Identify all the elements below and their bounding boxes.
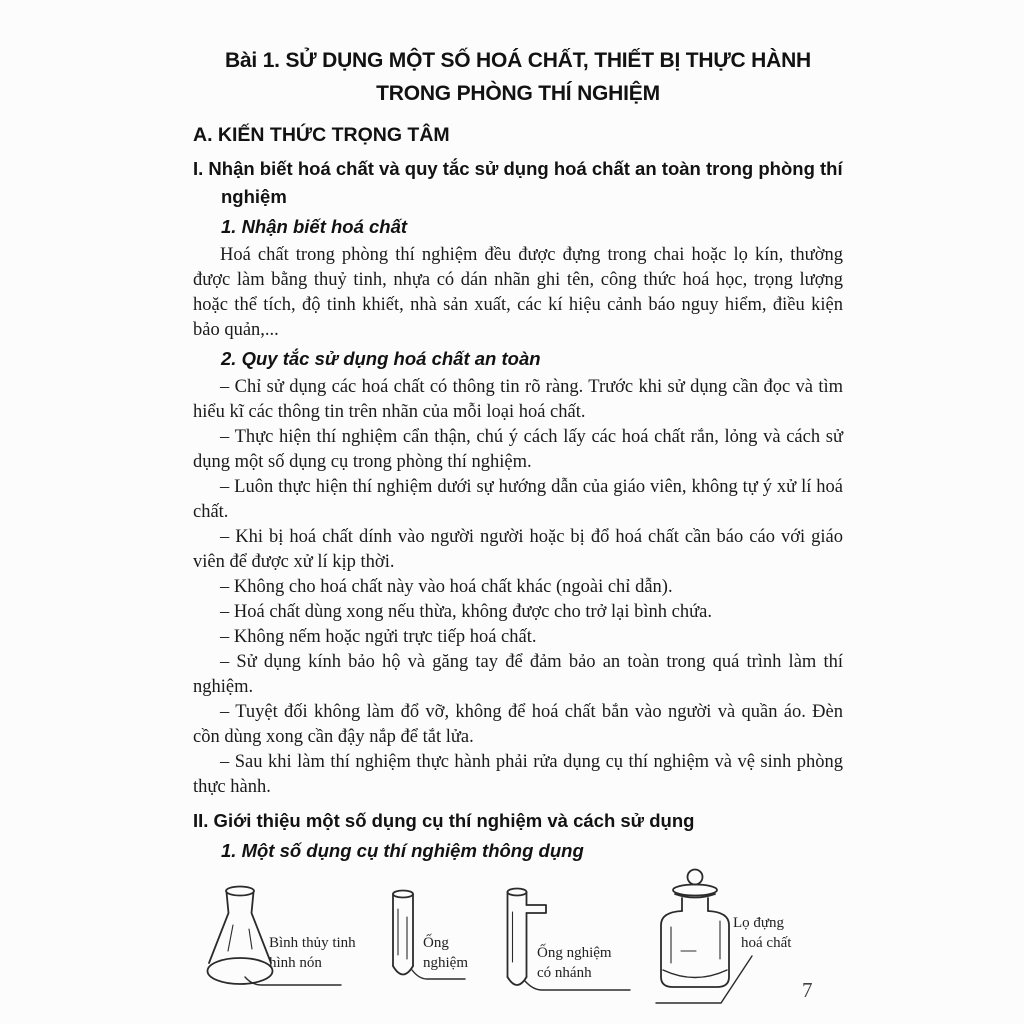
lesson-title xyxy=(193,44,843,110)
rule-item: – Tuyệt đối không làm đổ vỡ, không để hoá chất bắn vào người và quần áo. Đèn cồn dùng xong cần đậy nắp để tắt lửa. xyxy=(193,702,843,747)
branched-tube-label-line1: Ống nghiệm xyxy=(537,945,612,961)
paragraph-hoa-chat: Hoá chất trong phòng thí nghiệm đều được đựng trong chai hoặc lọ kín, thường được làm bằng thuỷ tinh, nhựa có dán nhãn ghi tên, công thức hoá học, trọng lượng hoặc thể tích, độ tinh khiết, nhà sản xuất, các kí hiệu cảnh báo nguy hiểm, điều kiện bảo quản,... xyxy=(193,245,843,340)
page-number: 7 xyxy=(802,978,813,1002)
rule-item: – Chỉ sử dụng các hoá chất có thông tin rõ ràng. Trước khi sử dụng cần đọc và tìm hiểu kĩ các thông tin trên nhãn của mỗi loại hoá chất. xyxy=(193,377,843,422)
rule-item: – Khi bị hoá chất dính vào người người hoặc bị đổ hoá chất cần báo cáo với giáo viên để được xử lí kịp thời. xyxy=(193,527,843,572)
heading-section-i: I. Nhận biết hoá chất và quy tắc sử dụng hoá chất an toàn trong phòng thí nghiệm xyxy=(193,158,843,207)
lesson-title-line2: TRONG PHÒNG THÍ NGHIỆM xyxy=(376,82,660,105)
subheading-2-quy-tac: 2. Quy tắc sử dụng hoá chất an toàn xyxy=(221,348,541,369)
subheading-1-dung-cu: 1. Một số dụng cụ thí nghiệm thông dụng xyxy=(221,840,584,861)
flask-label-line1: Bình thủy tinh xyxy=(269,935,356,951)
bottle-label xyxy=(733,913,791,953)
branched-tube-label xyxy=(537,943,612,983)
subheading-1-nhan-biet: 1. Nhận biết hoá chất xyxy=(221,216,408,237)
bottle-label-line1: Lọ đựng xyxy=(733,915,785,931)
test-tube-label xyxy=(423,933,468,973)
lab-equipment-figure xyxy=(193,867,843,1024)
rule-item: – Không cho hoá chất này vào hoá chất khác (ngoài chỉ dẫn). xyxy=(220,577,673,597)
test-tube-label-line1: Ống xyxy=(423,935,449,951)
test-tube-label-line2: nghiệm xyxy=(423,955,468,971)
heading-section-ii: II. Giới thiệu một số dụng cụ thí nghiệm và cách sử dụng xyxy=(193,810,695,831)
flask-label xyxy=(269,933,356,973)
rule-item: – Hoá chất dùng xong nếu thừa, không được cho trở lại bình chứa. xyxy=(220,602,712,622)
heading-section-a: A. KIẾN THỨC TRỌNG TÂM xyxy=(193,124,450,146)
rule-item: – Không nếm hoặc ngửi trực tiếp hoá chất. xyxy=(220,627,537,647)
rule-item: – Sau khi làm thí nghiệm thực hành phải rửa dụng cụ thí nghiệm và vệ sinh phòng thực hành. xyxy=(193,752,843,797)
lesson-title-line1: Bài 1. SỬ DỤNG MỘT SỐ HOÁ CHẤT, THIẾT BỊ THỰC HÀNH xyxy=(224,49,812,72)
rule-item: – Thực hiện thí nghiệm cẩn thận, chú ý cách lấy các hoá chất rắn, lỏng và cách sử dụng một số dụng cụ trong phòng thí nghiệm. xyxy=(193,427,843,472)
rule-item: – Luôn thực hiện thí nghiệm dưới sự hướng dẫn của giáo viên, không tự ý xử lí hoá chất. xyxy=(193,477,843,522)
rule-item: – Sử dụng kính bảo hộ và găng tay để đảm bảo an toàn trong quá trình làm thí nghiệm. xyxy=(193,652,843,697)
flask-label-line2: hình nón xyxy=(269,955,322,971)
bottle-label-line2: hoá chất xyxy=(741,935,792,951)
branched-tube-label-line2: có nhánh xyxy=(537,965,592,981)
content-column xyxy=(193,44,843,1024)
safety-rules-list xyxy=(193,375,843,800)
